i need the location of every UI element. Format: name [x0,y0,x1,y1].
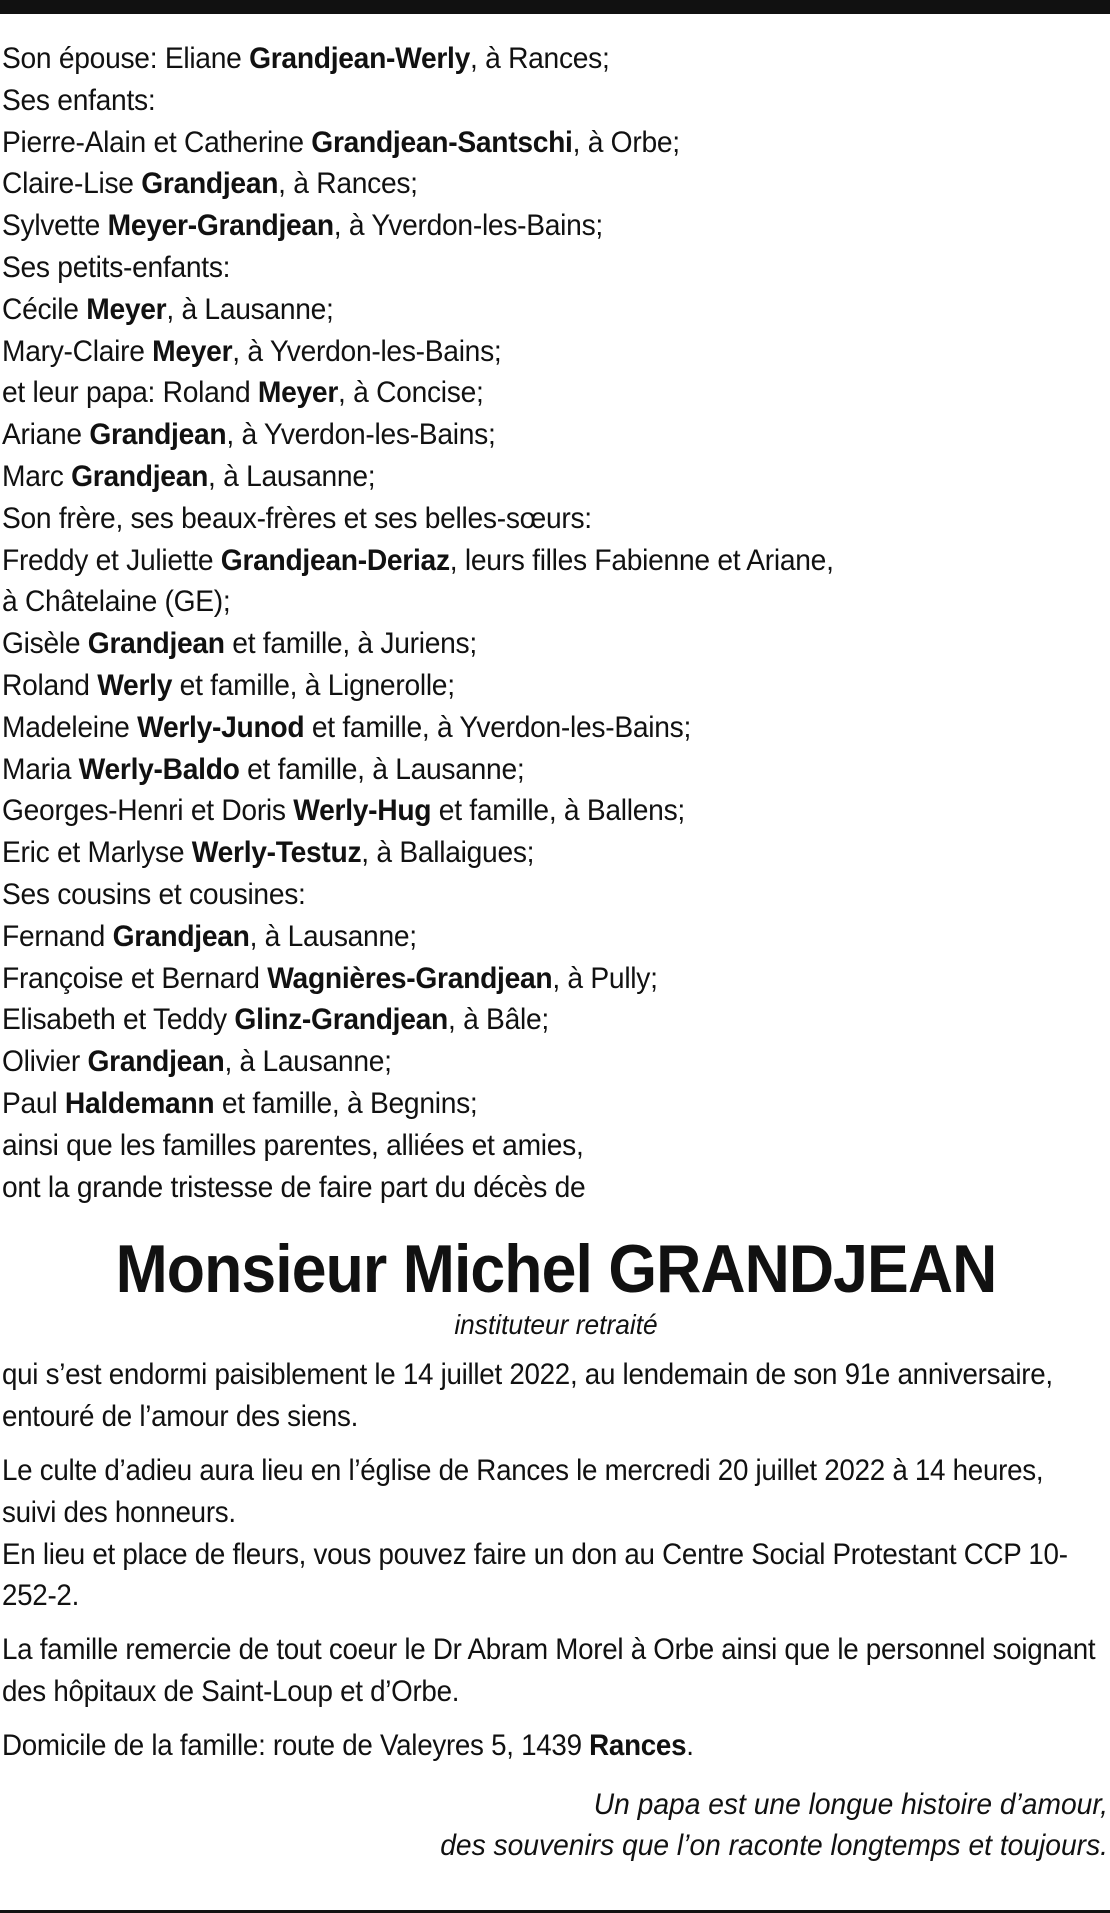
family-line-text: Eric et Marlyse [2,836,192,870]
family-line [2,289,1044,331]
family-line-text: Françoise et Bernard [2,961,268,995]
family-line [2,163,1044,205]
family-surname: Grandjean [112,919,250,953]
family-line-text: Freddy et Juliette [2,543,221,577]
family-line-text: Son épouse: Eliane [2,42,250,75]
family-line-text: Elisabeth et Teddy [2,1003,235,1037]
address-end: . [686,1728,694,1762]
notice-content [0,38,1110,1866]
family-surname: Werly [97,668,173,702]
family-surname: Grandjean-Santschi [311,125,573,159]
family-surname: Wagnières-Grandjean [267,961,553,995]
family-surname: Haldemann [64,1086,215,1120]
family-line-suffix: , à Concise; [338,376,484,410]
family-line-suffix: , à Lausanne; [249,919,417,953]
deceased-title: instituteur retraité [454,1309,658,1341]
family-line-suffix: , à Ballaigues; [361,836,535,870]
family-line [2,1041,1044,1083]
family-line [2,456,1044,498]
family-line-text: Mary-Claire [2,334,153,368]
family-surname: Meyer [257,376,339,410]
family-line-suffix: , à Orbe; [572,125,680,159]
quote-line-1: Un papa est une longue histoire d’amour, [593,1788,1108,1822]
family-line-suffix: , à Lausanne; [208,459,376,493]
family-line-text: Ses petits-enfants: [2,250,231,284]
donation-paragraph: En lieu et place de fleurs, vous pouvez faire un don au Centre Social Protestant CCP 10-252-2. [2,1537,1068,1613]
family-line-text: Roland [2,668,98,702]
family-line-text: Pierre-Alain et Catherine [2,125,312,159]
family-line [2,1167,1044,1209]
family-line-suffix: , à Rances; [278,167,418,201]
family-line-text: Sylvette [2,209,108,243]
family-surname: Grandjean [141,167,279,201]
family-line [2,665,1044,707]
family-line-text: et leur papa: Roland [2,376,258,410]
family-line-text: Madeleine [2,710,138,744]
closing-quote [2,1784,1110,1866]
family-surname: Werly-Testuz [191,836,362,870]
family-surname: Glinz-Grandjean [234,1003,448,1037]
family-surname: Werly-Junod [137,710,305,744]
top-border [0,0,1110,14]
family-line-suffix: , à Lausanne; [166,292,334,326]
family-line [2,916,1044,958]
family-line-suffix: et famille, à Yverdon-les-Bains; [304,710,692,744]
thanks-paragraph: La famille remercie de tout coeur le Dr Abram Morel à Orbe ainsi que le personnel soignant des hôpitaux de Saint-Loup et d’Orbe. [2,1633,1096,1708]
family-line [2,581,1044,623]
family-line-suffix: , à Yverdon-les-Bains; [333,209,603,243]
family-line-text: Cécile [2,292,87,326]
family-line-text: Paul [2,1086,65,1120]
family-surname: Grandjean [89,418,227,452]
family-line-suffix: et famille, à Begnins; [214,1086,478,1120]
family-surname: Grandjean [87,1045,225,1079]
deceased-name: Monsieur Michel GRANDJEAN [115,1231,997,1308]
quote-line-2: des souvenirs que l’on raconte longtemps et toujours. [440,1829,1108,1863]
family-line [2,372,1044,414]
family-surname: Meyer [152,334,233,368]
family-line [2,38,1044,80]
family-list [2,38,1110,1208]
family-line-suffix: et famille, à Juriens; [224,627,477,661]
family-line-text: Olivier [2,1045,88,1079]
family-line-suffix: et famille, à Ballens; [431,794,685,828]
family-surname: Grandjean [71,459,209,493]
family-line-text: Georges-Henri et Doris [2,794,294,828]
family-line-text: Ses enfants: [2,83,156,117]
family-line-text: Ariane [2,418,90,452]
family-surname: Werly-Hug [293,794,432,828]
family-line [2,1125,1044,1167]
family-line [2,414,1044,456]
family-line [2,331,1044,373]
family-line-text: Marc [2,459,72,493]
family-line-text: ont la grande tristesse de faire part du décès de [2,1170,586,1204]
family-line-text: Maria [2,752,79,786]
family-line-text: Son frère, ses beaux-frères et ses belles-sœurs: [2,501,592,535]
address-paragraph [2,1725,1103,1767]
family-surname: Meyer-Grandjean [107,209,334,243]
family-surname: Meyer [86,292,167,326]
family-line-suffix: , à Yverdon-les-Bains; [232,334,502,368]
family-line [2,958,1044,1000]
family-line-text: Claire-Lise [2,167,142,201]
family-line-text: Fernand [2,919,113,953]
family-surname: Grandjean [87,627,225,661]
family-line-suffix: , à Pully; [552,961,658,995]
family-line-suffix: et famille, à Lignerolle; [172,668,455,702]
family-line [2,498,1044,540]
family-line [2,874,1044,916]
family-line [2,247,1044,289]
family-line [2,790,1044,832]
family-line-text: Ses cousins et cousines: [2,877,306,911]
family-line [2,749,1044,791]
family-line-suffix: , leurs filles Fabienne et Ariane, [449,543,834,577]
family-line [2,999,1044,1041]
family-line [2,122,1044,164]
death-paragraph: qui s’est endormi paisiblement le 14 juillet 2022, au lendemain de son 91e anniversaire, entouré de l’amour des siens. [2,1358,1053,1434]
family-surname: Werly-Baldo [78,752,240,786]
family-line [2,707,1044,749]
family-line-suffix: , à Rances; [470,42,610,75]
family-line-text: Gisèle [2,627,88,661]
deceased-block [2,1230,1110,1342]
family-line-text: ainsi que les familles parentes, alliées et amies, [2,1128,584,1162]
service-paragraph: Le culte d’adieu aura lieu en l’église de Rances le mercredi 20 juillet 2022 à 14 heures, suivi des honneurs. [2,1453,1044,1529]
family-line-text: à Châtelaine (GE); [2,585,231,619]
address-town: Rances [589,1728,687,1762]
family-line-suffix: et famille, à Lausanne; [239,752,525,786]
family-surname: Grandjean-Werly [249,42,471,75]
family-line [2,80,1044,122]
family-line [2,540,1044,582]
family-line-suffix: , à Yverdon-les-Bains; [226,418,496,452]
address-text: Domicile de la famille: route de Valeyres 5, 1439 [2,1728,590,1762]
family-line-suffix: , à Bâle; [447,1003,549,1037]
family-line-suffix: , à Lausanne; [224,1045,392,1079]
family-line [2,1083,1044,1125]
family-line [2,205,1044,247]
family-surname: Grandjean-Deriaz [220,543,450,577]
family-line [2,623,1044,665]
family-line [2,832,1044,874]
